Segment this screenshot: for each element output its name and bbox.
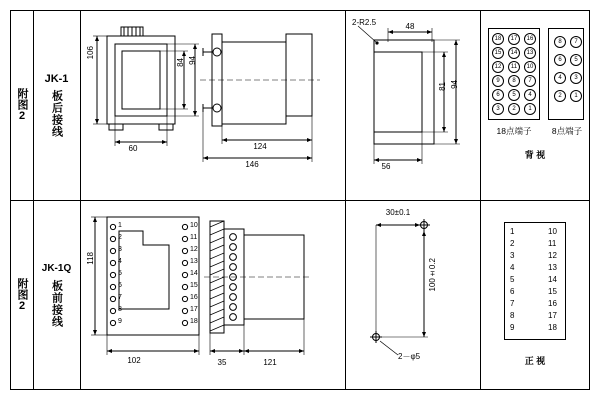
hole-number: 18 [190, 318, 198, 325]
terminal-18-caption: 18点端子 [496, 126, 532, 136]
hole-number: 10 [190, 222, 198, 229]
dim-102: 102 [127, 356, 141, 365]
terminal-number: 12 [548, 251, 557, 260]
terminal-pin[interactable]: 13 [524, 47, 536, 59]
row2-side-label [10, 200, 33, 390]
dim-60: 60 [128, 144, 138, 153]
dim-holes: 2－φ5 [398, 352, 421, 361]
row1-name-code: JK-1 [44, 73, 69, 85]
terminal-pin[interactable]: 5 [570, 54, 582, 66]
terminal-pin[interactable]: 15 [492, 47, 504, 59]
terminal-pin[interactable]: 6 [492, 89, 504, 101]
terminal-number: 6 [510, 287, 515, 296]
dim-118: 118 [86, 252, 95, 265]
terminal-pin[interactable]: 8 [508, 75, 520, 87]
hole-number: 7 [118, 294, 122, 301]
dim-35: 35 [217, 358, 227, 367]
dim-84: 84 [176, 58, 185, 67]
hole-number: 15 [190, 282, 198, 289]
row1-name-desc: 板后接线 [50, 90, 63, 138]
terminal-number: 3 [510, 251, 515, 260]
hole-number: 17 [190, 306, 198, 313]
row1-view-caption: 背 视 [524, 150, 546, 160]
terminal-pin[interactable]: 18 [492, 33, 504, 45]
terminal-number: 13 [548, 263, 557, 272]
dim-81: 81 [438, 82, 447, 91]
terminal-number: 8 [510, 311, 515, 320]
terminal-pin[interactable]: 4 [554, 72, 566, 84]
hole-number: 8 [118, 306, 122, 313]
terminal-pin[interactable]: 14 [508, 47, 520, 59]
terminal-number: 7 [510, 299, 515, 308]
dim-146: 146 [245, 160, 259, 169]
terminal-number: 5 [510, 275, 515, 284]
terminal-pin[interactable]: 10 [524, 61, 536, 73]
terminal-pin[interactable]: 1 [524, 103, 536, 115]
dim-100: 100±0.2 [428, 258, 437, 292]
terminal-pin[interactable]: 3 [570, 72, 582, 84]
terminal-pin[interactable]: 5 [508, 89, 520, 101]
terminal-number: 16 [548, 299, 557, 308]
row2-side-label-text: 附图2 [16, 278, 28, 312]
terminal-pin[interactable]: 2 [508, 103, 520, 115]
terminal-8-caption: 8点端子 [551, 126, 583, 136]
terminal-number: 1 [510, 227, 515, 236]
row1-side-label-text: 附图2 [16, 88, 28, 122]
terminal-pin[interactable]: 7 [524, 75, 536, 87]
terminal-pin[interactable]: 2 [554, 90, 566, 102]
col-divider-4 [480, 10, 481, 390]
terminal-number: 17 [548, 311, 557, 320]
col-divider-2 [80, 10, 81, 390]
dim-94: 94 [450, 80, 459, 89]
hole-number: 11 [190, 234, 198, 241]
terminal-pin[interactable]: 9 [492, 75, 504, 87]
terminal-pin[interactable]: 3 [492, 103, 504, 115]
hole-number: 12 [190, 246, 198, 253]
terminal-number: 14 [548, 275, 557, 284]
terminal-number: 4 [510, 263, 515, 272]
terminal-number: 10 [548, 227, 557, 236]
terminal-number: 2 [510, 239, 515, 248]
dim-124: 124 [253, 142, 267, 151]
dim-radius: 2-R2.5 [352, 18, 377, 27]
terminal-pin[interactable]: 17 [508, 33, 520, 45]
row2-view-caption: 正 视 [524, 356, 546, 366]
terminal-pin[interactable]: 16 [524, 33, 536, 45]
terminal-number: 9 [510, 323, 515, 332]
row1-name-cell [33, 10, 80, 200]
row1-side-label [10, 10, 33, 200]
terminal-pin[interactable]: 6 [554, 54, 566, 66]
row2-name-code: JK-1Q [41, 263, 72, 274]
hole-number: 5 [118, 270, 122, 277]
terminal-pin[interactable]: 1 [570, 90, 582, 102]
hole-number: 1 [118, 222, 122, 229]
hole-number: 13 [190, 258, 198, 265]
terminal-pin[interactable]: 12 [492, 61, 504, 73]
terminal-pin[interactable]: 8 [554, 36, 566, 48]
hole-number: 6 [118, 282, 122, 289]
dim-94: 94 [188, 56, 197, 65]
terminal-number: 11 [548, 239, 557, 248]
terminal-pin[interactable]: 4 [524, 89, 536, 101]
hole-number: 4 [118, 258, 122, 265]
hole-number: 16 [190, 294, 198, 301]
dim-30: 30±0.1 [385, 208, 411, 217]
dim-121: 121 [263, 358, 277, 367]
row2-name-cell [33, 200, 80, 390]
row2-name-desc: 板前接线 [50, 280, 63, 328]
dim-106: 106 [86, 46, 95, 60]
hole-number: 3 [118, 246, 122, 253]
terminal-pin[interactable]: 11 [508, 61, 520, 73]
hole-number: 9 [118, 318, 122, 325]
dim-48: 48 [405, 22, 415, 31]
hole-number: 2 [118, 234, 122, 241]
hole-number: 14 [190, 270, 198, 277]
terminal-number: 18 [548, 323, 557, 332]
terminal-number: 15 [548, 287, 557, 296]
terminal-pin[interactable]: 7 [570, 36, 582, 48]
dim-56: 56 [381, 162, 391, 171]
